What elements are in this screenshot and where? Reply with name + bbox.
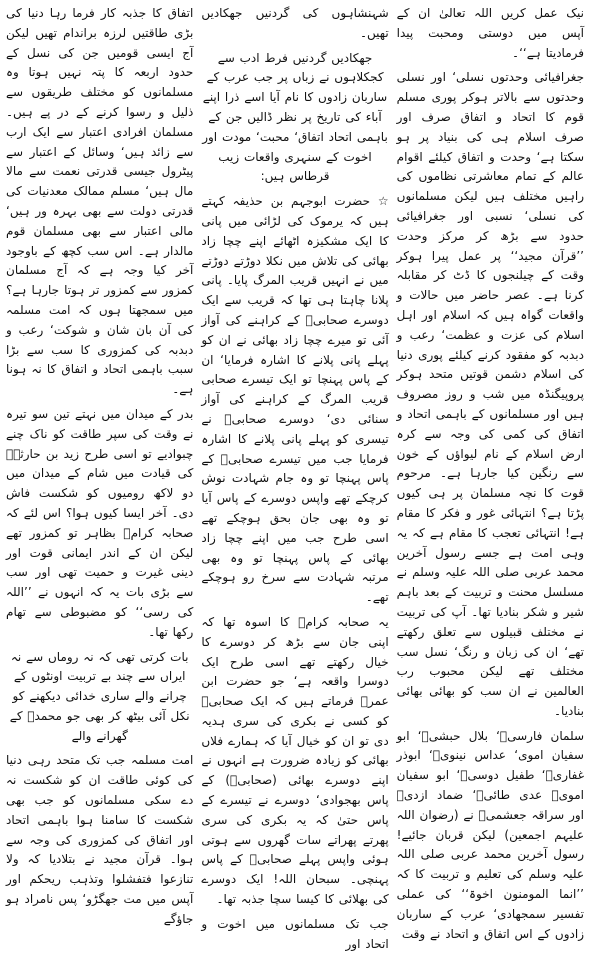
column-middle xyxy=(201,4,389,951)
paragraph: سلمان فارسیؓ‘ بلال حبشیؓ‘ ابو سفیان اموی‘ عداس نینویؓ‘ ابوذر غفاریؓ‘ طفیل دوسیؓ‘ ابو سفیان امویؓ عدی طائیؓ‘ ضماد ازدیؓ اور سراقہ جعشمیؓ نے (رضوان اللہ علیہم اجمعین) لیکن قربان جائیے! رسول آخرین محمد عربی صلی اللہ علیہ وسلم کی تعلیم و تربیت کا کہ ’’انما المومنون اخوۃ‘‘ کی عملی تفسیر سمجھادی‘ عرب کے ساربان زادوں کے اس اتفاق و اتحاد نے وقت xyxy=(396,728,584,941)
paragraph: جغرافیائی وحدتوں نسلی‘ اور نسلی وحدتوں سے بالاتر ہوکر پوری مسلم قوم کا اتحاد و اتفاق صرف اور صرف اسلام ہی کی بنیاد پر ہو سکتا ہے‘ وحدت و اتفاق کیلئے اقوام عالم کے تمام معاشرتی نظاموں کی راہیں مختلف ہیں لیکن مسلمانوں کی نسلی‘ نسبی اور جغرافیائی حدود سے بڑھ کر مرکز وحدت ’’قرآن مجید‘‘ پر عمل پیرا ہوکر وقت کے چیلنجوں کا ڈٹ کر مقابلہ کرنا ہے۔ عصر حاضر میں حالات و واقعات گواہ ہیں کہ اسلام اور اہل اسلام کی عزت و عظمت‘ رعب و دبدبہ کو مفقود کرنے کیلئے پوری دنیا کی اسلام دشمن قوتیں متحد ہوکر پروپیگنڈہ میں شب و روز مصروف ہیں اور مسلمانوں کے باہمی اتحاد و اتفاق کی کمی کی وجہ سے کرہ ارض اسلام کے نام لیواؤں کے خون سے رنگین کیا جارہا ہے۔ مرحوم قوت کا نچہ مسلمان پر ہی کیوں پڑتا ہے؟ انتہائی غور و فکر کا مقام ہے! انتہائی تعجب کا مقام ہے کہ یہ وہی امت ہے جسے رسول آخرین محمد عربی صلی اللہ علیہ وسلم نے مسلسل محنت و تربیت کے بعد باہم شیر و شکر بنادیا تھا۔ آپ کی تربیت نے مختلف قبیلوں سے تعلق رکھتے تھے‘ ان کی زبان و رنگ‘ نسل سب مختلف تھے لیکن محبوب رب العالمین نے ان سب کو بھائی بھائی بنادیا۔ xyxy=(396,70,584,718)
paragraph: نیک عمل کریں اللہ تعالیٰ ان کے آپس میں دوستی ومحبت پیدا فرمادیتا ہے‘‘۔ xyxy=(396,6,584,60)
column-left xyxy=(6,4,194,926)
paragraph: اتفاق کا جذبہ کار فرما رہا دنیا کی بڑی طاقتیں لرزہ براندام تھیں لیکن آج ایسی قومیں جن کی نسل کے حدود اربعہ کا پتہ نہیں ہوتا وہ مسلمانوں کو مختلف طریقوں سے ذلیل و رسوا کرنے کے در پے ہیں۔ مسلمان افرادی اعتبار سے ایک ارب سے زائد ہیں‘ وسائل کے اعتبار سے پیٹرول جیسی قدرتی نعمت سے مالا مال ہیں‘ مسلم ممالک معدنیات کی قدرتی دولت سے بھی بہرہ ور ہیں‘ مالی اعتبار سے بھی مسلمان قوم مالدار ہے۔ اس سب کچھ کے باوجود آخر کیا وجہ ہے کہ آج مسلمان کمزور سے کمزور تر ہوتا جارہا ہے؟ میں سمجھتا ہوں کہ امت مسلمہ کی آن بان شان و شوکت‘ رعب و دبدبہ کی کمزوری کا سب سے بڑا سبب باہمی اتحاد و اتفاق کا نہ ہونا ہے۔ xyxy=(6,6,194,397)
paragraph: امت مسلمہ جب تک متحد رہی دنیا کی کوئی طاقت ان کو شکست نہ دے سکی مسلمانوں کو جب بھی شکست کا سامنا ہوا باہمی اتحاد اور اتفاق کی کمزوری کی وجہ سے ہوا۔ قرآن مجید نے بتلادیا کہ ولا تنازعوا فتفشلوا وتذہب ریحکم اور آپس میں مت جھگڑو‘ پس نامراد ہو جاؤ‌گے xyxy=(6,753,194,926)
paragraph: شہنشاہوں کی گردنیں جھکادیں تھیں۔ xyxy=(201,6,389,40)
paragraph: جب تک مسلمانوں میں اخوت و اتحاد اور xyxy=(201,916,389,951)
paragraph: یہ صحابہ کرامؓ کا اسوہ تھا کہ اپنی جان سے بڑھ کر دوسرے کا خیال رکھتے تھے اسی طرح ایک دوسرا واقعہ ہے‘ جو حضرت ابن عمرؓ فرماتے ہیں کہ ایک صحابیؓ کو کسی نے بکری کی سری ہدیہ دی تو ان کو خیال آیا کہ ہمارے فلاں بھائی کو زیادہ ضرورت ہے انہوں نے اپنے دوسرے بھائی (صحابیؓ) کے پاس بھجوادی‘ دوسرے نے تیسرے کے پاس حتیٰ کہ یہ بکری کی سری پھرتے پھراتے سات گھروں سے ہوتی ہوئی واپس پہلے صحابیؓ کے پاس پہنچی۔ سبحان اللہ! ایک دوسرے کی بھلائی کا کیسا سچا جذبہ تھا۔ xyxy=(201,614,389,907)
paragraph: بدر کے میدان میں نہتے تین سو تیرہ نے وقت کی سپر طاقت کو ناک چنے چبوادیے تو اسی طرح زید بن حارثہؓ کی قیادت میں شام کے میدان میں دو لاکھ رومیوں کو شکست فاش دی۔ آخر ایسا کیوں ہوا؟ اس لئے کہ صحابہ کرامؓ بظاہر تو کمزور تھے لیکن ان کے اندر ایمانی قوت اور دینی غیرت و حمیت تھی اور سب سے بڑی بات یہ کہ انہوں نے ’’اللہ کی رسی‘‘ کو مضبوطی سے تھام رکھا تھا۔ xyxy=(6,406,194,639)
column-right xyxy=(396,4,584,941)
verse: جھکادیں گردنیں فرط ادب سے کجکلاہوں نے زباں پر جب عرب کے ساربان زادوں کا نام آیا اسے ذرا اپنے آباء کی تاریخ پر نظر ڈالیں جن کے باہمی اتحاد اتفاق‘ محبت‘ مودت اور اخوت کے سنہری واقعات زیب قرطاس ہیں: xyxy=(202,50,388,184)
verse: بات کرتی تھی کہ نہ روماں سے نہ ایراں سے چند بے تربیت اونٹوں کے چرانے والے ساری خدائی دیکھنے کو نکل آئی بیٹھ کر بھی جو محمدؐ کے گھرانے والے xyxy=(9,649,190,743)
paragraph: ☆ حضرت ابوجہم بن حذیفہ کہتے ہیں کہ یرموک کی لڑائی میں پانی کا ایک مشکیزہ اٹھائے اپنے چچا زاد بھائی کی تلاش میں نکلا دوڑتے دوڑتے میں نے انہیں قریب المرگ پایا۔ پانی پلانا چاہتا ہی تھا کہ قریب سے ایک دوسرے صحابیؓ کے کراہنے کی آواز آئی تو میرے چچا زاد بھائی نے ان کو پہلے پانی پلانے کا اشارہ فرمایا‘ ان کے پاس پہنچا تو ایک تیسرے صحابی قریب المرگ کے کراہنے کی آواز سنائی دی‘ دوسرے صحابیؓ نے تیسری کو پہلے پانی پلانے کا اشارہ فرمایا جب میں تیسرے صحابیؓ کے پاس پہنچا تو وہ جام شہادت نوش کرچکے تھے واپس دوسرے کے پاس آیا تو وہ بھی جان بحق ہوچکے تھے اسی طرح جب میں اپنے چچا زاد بھائی کے پاس پہنچا تو وہ بھی مرتبہ شہادت سے سرخ رو ہوچکے تھے۔ xyxy=(201,194,389,605)
